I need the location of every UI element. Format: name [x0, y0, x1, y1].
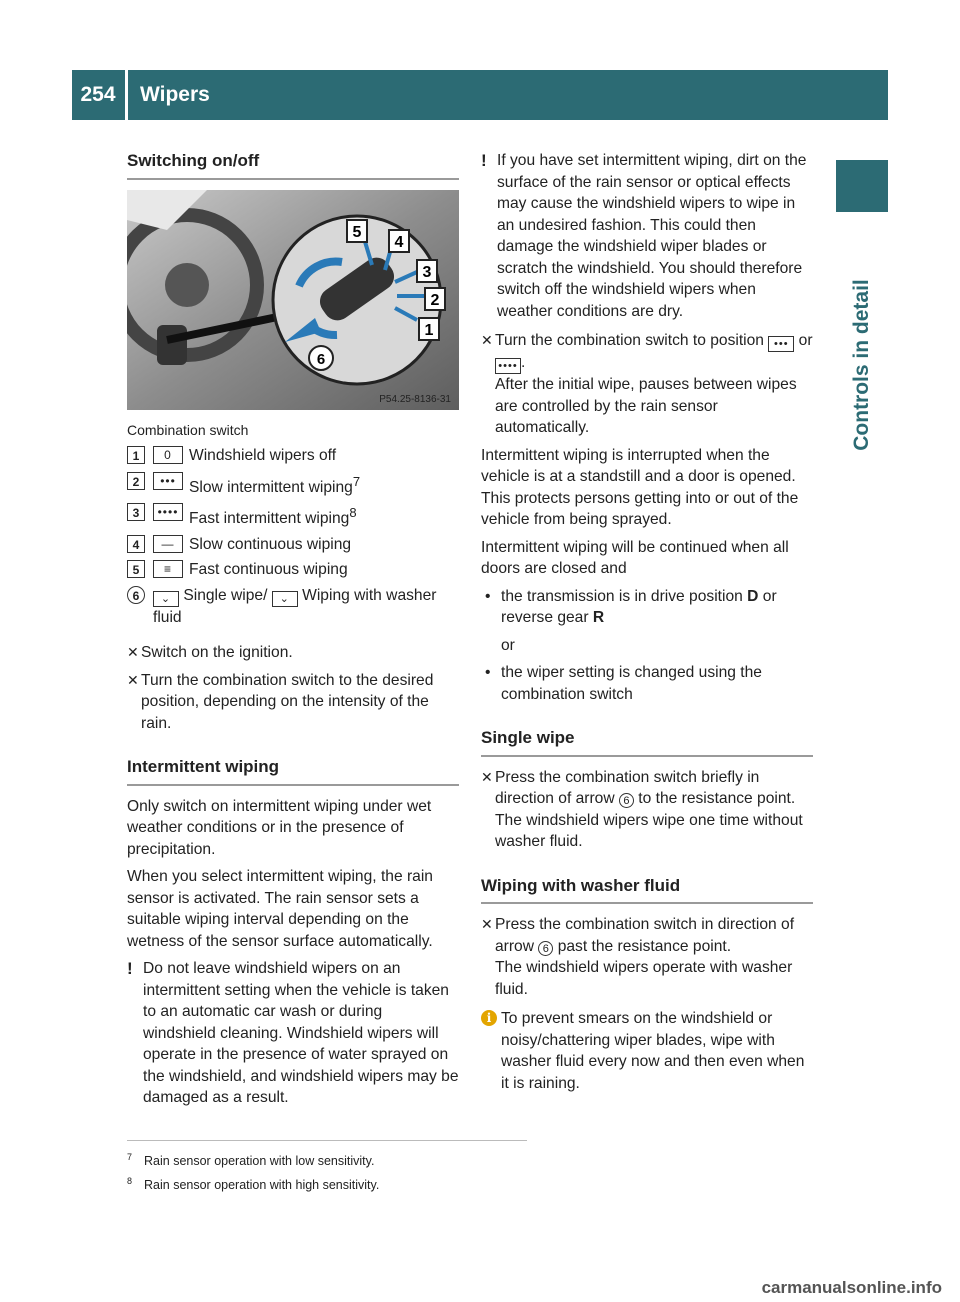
instruction-step: ✕ Press the combination switch briefly in direction of arrow 6 to the resistance point. The windshield wipers wipe one time without washer fluid.	[481, 768, 803, 850]
fast-intermittent-symbol: ••••	[495, 358, 521, 374]
figure-caption: Combination switch	[127, 421, 249, 438]
bullet-item: • the wiper setting is changed using the combination switch	[481, 662, 813, 705]
switching-heading: Switching on/off	[127, 150, 459, 180]
slow-intermittent-symbol: •••	[153, 472, 183, 490]
combination-switch-figure	[127, 190, 459, 410]
washer-fluid-symbol: ⌄	[272, 591, 298, 607]
arrow-callout: 6	[619, 793, 634, 808]
combination-switch-illustration	[127, 190, 459, 410]
figure-callout-5: 5	[352, 223, 362, 241]
page-number: 254	[80, 83, 116, 106]
slow-continuous-symbol: —	[153, 535, 183, 553]
legend-item	[127, 445, 459, 467]
bullet-icon: •	[485, 587, 491, 605]
figure-callout-6: 6	[316, 350, 326, 368]
side-label	[836, 220, 888, 510]
wiper-off-symbol: 0	[153, 446, 183, 464]
header-divider	[125, 70, 128, 120]
figure-callout-4: 4	[394, 233, 404, 251]
step-arrow-icon: ✕	[127, 671, 139, 688]
fast-continuous-symbol: ≡	[153, 560, 183, 578]
arrow-callout: 6	[538, 941, 553, 956]
legend-number: 6	[127, 586, 145, 604]
footnote-ref: 8	[349, 505, 357, 521]
legend-number: 4	[127, 535, 145, 553]
footnotes	[127, 1140, 527, 1195]
footnote: $^8$ Rain sensor operation with high sensitivity.	[127, 1176, 380, 1193]
legend-item	[127, 585, 459, 629]
step-arrow-icon: ✕	[481, 768, 493, 785]
instruction-step: ✕ Turn the combination switch to the desired position, depending on the intensity of the rain.	[127, 671, 434, 732]
slow-intermittent-symbol: •••	[768, 336, 794, 352]
legend-text: Windshield wipers off	[189, 447, 337, 464]
footnote-ref: 7	[352, 473, 361, 489]
or-text: or	[501, 636, 515, 654]
page-title: Wipers	[140, 83, 210, 106]
legend-text: Fast intermittent wiping	[189, 510, 350, 528]
warning-icon: !	[481, 151, 487, 170]
legend-item	[127, 534, 459, 556]
bullet-icon: •	[485, 664, 491, 681]
footnote: $^7$ Rain sensor operation with low sensitivity.	[127, 1152, 375, 1169]
legend-number: 1	[127, 446, 145, 464]
instruction-step: ✕ Switch on the ignition.	[127, 644, 293, 662]
warning-icon: !	[127, 959, 133, 979]
step-arrow-icon: ✕	[481, 332, 493, 348]
paragraph: Intermittent wiping is interrupted when the vehicle is at a standstill and a door is opened. This protects persons getting into or out of the vehicle from being sprayed.	[481, 446, 799, 528]
legend-text: Single wipe/	[183, 586, 268, 604]
watermark: carmanualsonline.info	[761, 1278, 942, 1297]
left-column	[127, 150, 459, 1117]
legend-text: Wiping with washer fluid	[153, 586, 437, 626]
step-arrow-icon: ✕	[127, 644, 139, 661]
side-tab	[836, 160, 888, 212]
legend-text: Fast continuous wiping	[189, 561, 348, 579]
info-icon: i	[481, 1010, 497, 1026]
figure-callout-3: 3	[422, 263, 432, 281]
legend-number: 2	[127, 472, 145, 490]
warning-note: ! If you have set intermittent wiping, dirt on the surface of the rain sensor or optical effects may cause the windshield wipers to wipe in an undesired fashion. This could then damage the windshield wiper blades or scratch the windshield. You should therefore switch off the windshield wipers when weather conditions are dry.	[481, 151, 807, 320]
legend-item	[127, 471, 459, 499]
legend-text: Slow intermittent wiping	[189, 478, 353, 496]
fast-intermittent-symbol: ••••	[153, 503, 183, 521]
legend-number: 5	[127, 560, 145, 578]
side-label-text: Controls in detail	[850, 279, 873, 451]
figure-code: P54.25-8136-31	[379, 393, 451, 405]
instruction-step: ✕ Turn the combination switch to position ••• or •••• . After the initial wipe, pauses between wipes are controlled by the rain sensor automatically.	[481, 332, 813, 436]
warning-note: ! Do not leave windshield wipers on an intermittent setting when the vehicle is taken to an automatic car wash or during windshield cleaning. Windshield wipers will operate in the presence of water sprayed on the windshield, and windshield wipers may be damaged as a result.	[127, 959, 459, 1107]
legend-item	[127, 502, 459, 530]
right-column	[481, 150, 813, 1102]
washer-fluid-heading: Wiping with washer fluid	[481, 875, 813, 905]
single-wipe-symbol: ⌄	[153, 591, 179, 607]
paragraph: Intermittent wiping will be continued when all doors are closed and	[481, 538, 789, 577]
paragraph: Only switch on intermittent wiping under wet weather conditions or in the presence of precipitation.	[127, 797, 432, 858]
single-wipe-heading: Single wipe	[481, 727, 813, 757]
bullet-item: • the transmission is in drive position D or reverse gear R	[481, 586, 813, 629]
step-arrow-icon: ✕	[481, 916, 493, 932]
figure-callout-2: 2	[430, 291, 440, 309]
intermittent-heading: Intermittent wiping	[127, 756, 459, 786]
legend-text: Slow continuous wiping	[189, 535, 352, 553]
figure-callout-1: 1	[424, 321, 434, 339]
info-note: i To prevent smears on the windshield or noisy/chattering wiper blades, wipe with washer fluid every now and then even when it is raining.	[481, 1008, 813, 1094]
paragraph: When you select intermittent wiping, the rain sensor is activated. The rain sensor sets a suitable wiping interval depending on the wetness of the sensor surface automatically.	[127, 868, 433, 950]
legend-item	[127, 559, 459, 581]
legend-number: 3	[127, 503, 145, 521]
instruction-step: ✕ Press the combination switch in direction of arrow 6 past the resistance point. The windshield wipers operate with washer fluid.	[481, 916, 795, 998]
